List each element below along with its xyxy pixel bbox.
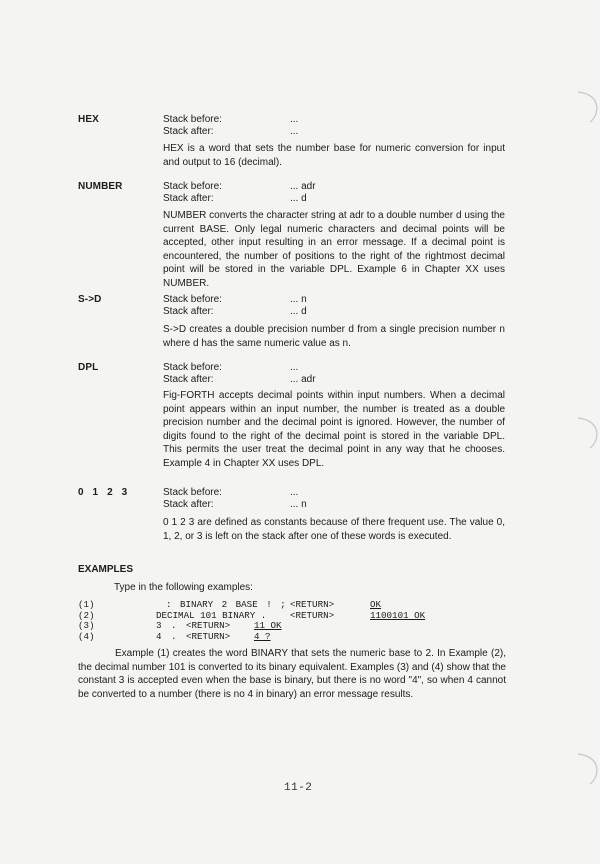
return-key: <RETURN> (186, 630, 231, 642)
stack-after-value: ... d (290, 306, 307, 317)
entry-term: 0 1 2 3 (78, 487, 128, 498)
return-key: <RETURN> (186, 620, 231, 632)
example-command: 3 . (156, 620, 177, 632)
stack-before-label: Stack before: (163, 114, 222, 125)
stack-before-value: ... n (290, 294, 307, 305)
example-output: 4 ? (254, 630, 271, 642)
stack-after-label: Stack after: (163, 126, 214, 137)
entry-term: S->D (78, 294, 102, 305)
stack-after-label: Stack after: (163, 193, 214, 204)
stack-after-value: ... n (290, 499, 307, 510)
stack-before-value: ... (290, 362, 299, 373)
stack-after-value: ... (290, 126, 299, 137)
entry-description: HEX is a word that sets the number base for numeric conversion for input and output to 16 (decimal). (163, 143, 505, 168)
entry-description: NUMBER converts the character string at adr to a double number d using the current BASE. Only legal numeric characters and decimal points will be accepted, other input resulting in an error message. If a decimal point is encountered, the number of positions to the right of the rightmost decimal point will be stored in the variable DPL. Example 6 in Chapter XX uses NUMBER. (163, 210, 505, 289)
example-number: (2) (78, 609, 95, 621)
stack-before-label: Stack before: (163, 487, 222, 498)
return-key: <RETURN> (290, 599, 335, 610)
stack-after-label: Stack after: (163, 499, 214, 510)
example-number: (3) (78, 620, 95, 632)
stack-after-value: ... d (290, 193, 307, 204)
stack-after-label: Stack after: (163, 374, 214, 385)
example-output: 1100101 OK (370, 609, 426, 621)
stack-after-value: ... adr (290, 374, 316, 385)
example-output: 11 OK (254, 620, 282, 632)
stack-before-label: Stack before: (163, 294, 222, 305)
example-command: DECIMAL 101 BINARY . (156, 609, 267, 621)
entry-term: DPL (78, 362, 99, 373)
example-output: OK (370, 599, 382, 610)
example-number: (1) (78, 599, 95, 610)
example-command: : BINARY 2 BASE ! ; (166, 599, 286, 610)
stack-before-label: Stack before: (163, 181, 222, 192)
stack-before-value: ... (290, 487, 299, 498)
stack-before-value: ... (290, 114, 299, 125)
binder-hole-mark-top (574, 86, 600, 126)
return-key: <RETURN> (290, 609, 335, 621)
examples-heading: EXAMPLES (78, 564, 134, 575)
stack-after-label: Stack after: (163, 306, 214, 317)
entry-term: NUMBER (78, 181, 123, 192)
stack-before-value: ... adr (290, 181, 316, 192)
binder-hole-mark-bottom (574, 748, 600, 788)
examples-explanation: Example (1) creates the word BINARY that sets the numeric base to 2. In Example (2), the decimal number 101 is converted to its binary equivalent. Examples (3) and (4) show that the constant 3 is accepted even when the base is binary, but there is no word "4", so when 4 cannot be converted to a number (there is no 4 in binary) an error message results. (78, 648, 506, 700)
entry-description: 0 1 2 3 are defined as constants because of there frequent use. The value 0, 1, 2, or 3 is left on the stack after one of these words is executed. (163, 517, 505, 542)
stack-before-label: Stack before: (163, 362, 222, 373)
examples-intro: Type in the following examples: (114, 582, 253, 593)
page-number: 11-2 (284, 782, 313, 794)
entry-description: S->D creates a double precision number d from a single precision number n where d has the same numeric value as n. (163, 324, 505, 349)
entry-description: Fig-FORTH accepts decimal points within input numbers. When a decimal point appears within an input number, the number is treated as a double precision number and the decimal point is ignored. However, the number of digits found to the right of the decimal point is stored in the variable DPL. This permits the user treat the decimal point in any way that he chooses. Example 4 in Chapter XX uses DPL. (163, 390, 505, 469)
entry-term: HEX (78, 114, 99, 125)
example-number: (4) (78, 630, 95, 642)
binder-hole-mark-middle (574, 412, 600, 452)
example-command: 4 . (156, 630, 177, 642)
